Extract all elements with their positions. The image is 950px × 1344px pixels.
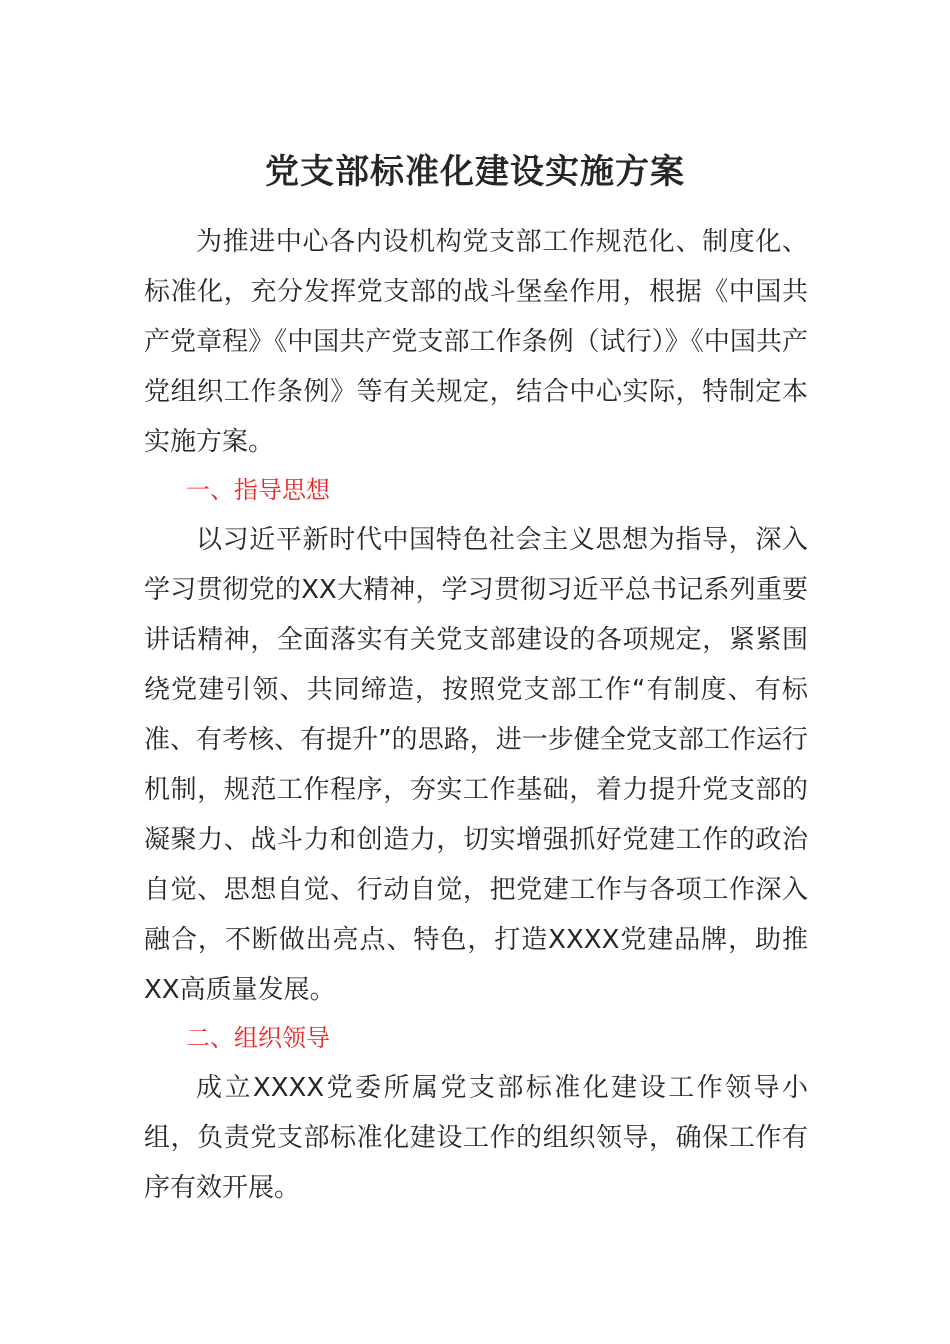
intro-paragraph: 为推进中心各内设机构党支部工作规范化、制度化、标准化，充分发挥党支部的战斗堡垒作用，根据《中国共产党章程》《中国共产党支部工作条例（试行）》《中国共产党组织工作条例》等有关规定，结合中心实际，特制定本实施方案。 [144,227,808,457]
document-title: 党支部标准化建设实施方案 [265,152,685,192]
section-heading-organization-leadership: 二、组织领导 [186,1024,330,1052]
section-body-guiding-thought: 以习近平新时代中国特色社会主义思想为指导，深入学习贯彻党的XX大精神，学习贯彻习近平总书记系列重要讲话精神，全面落实有关党支部建设的各项规定，紧紧围绕党建引领、共同缔造，按照党支部工作“有制度、有标准、有考核、有提升”的思路，进一步健全党支部工作运行机制，规范工作程序，夯实工作基础，着力提升党支部的凝聚力、战斗力和创造力，切实增强抓好党建工作的政治自觉、思想自觉、行动自觉，把党建工作与各项工作深入融合，不断做出亮点、特色，打造XXXX党建品牌，助推XX高质量发展。 [144,525,808,1005]
section-heading-guiding-thought: 一、指导思想 [186,476,330,504]
section-body-organization-leadership: 成立XXXX党委所属党支部标准化建设工作领导小组，负责党支部标准化建设工作的组织领导，确保工作有序有效开展。 [144,1073,808,1203]
